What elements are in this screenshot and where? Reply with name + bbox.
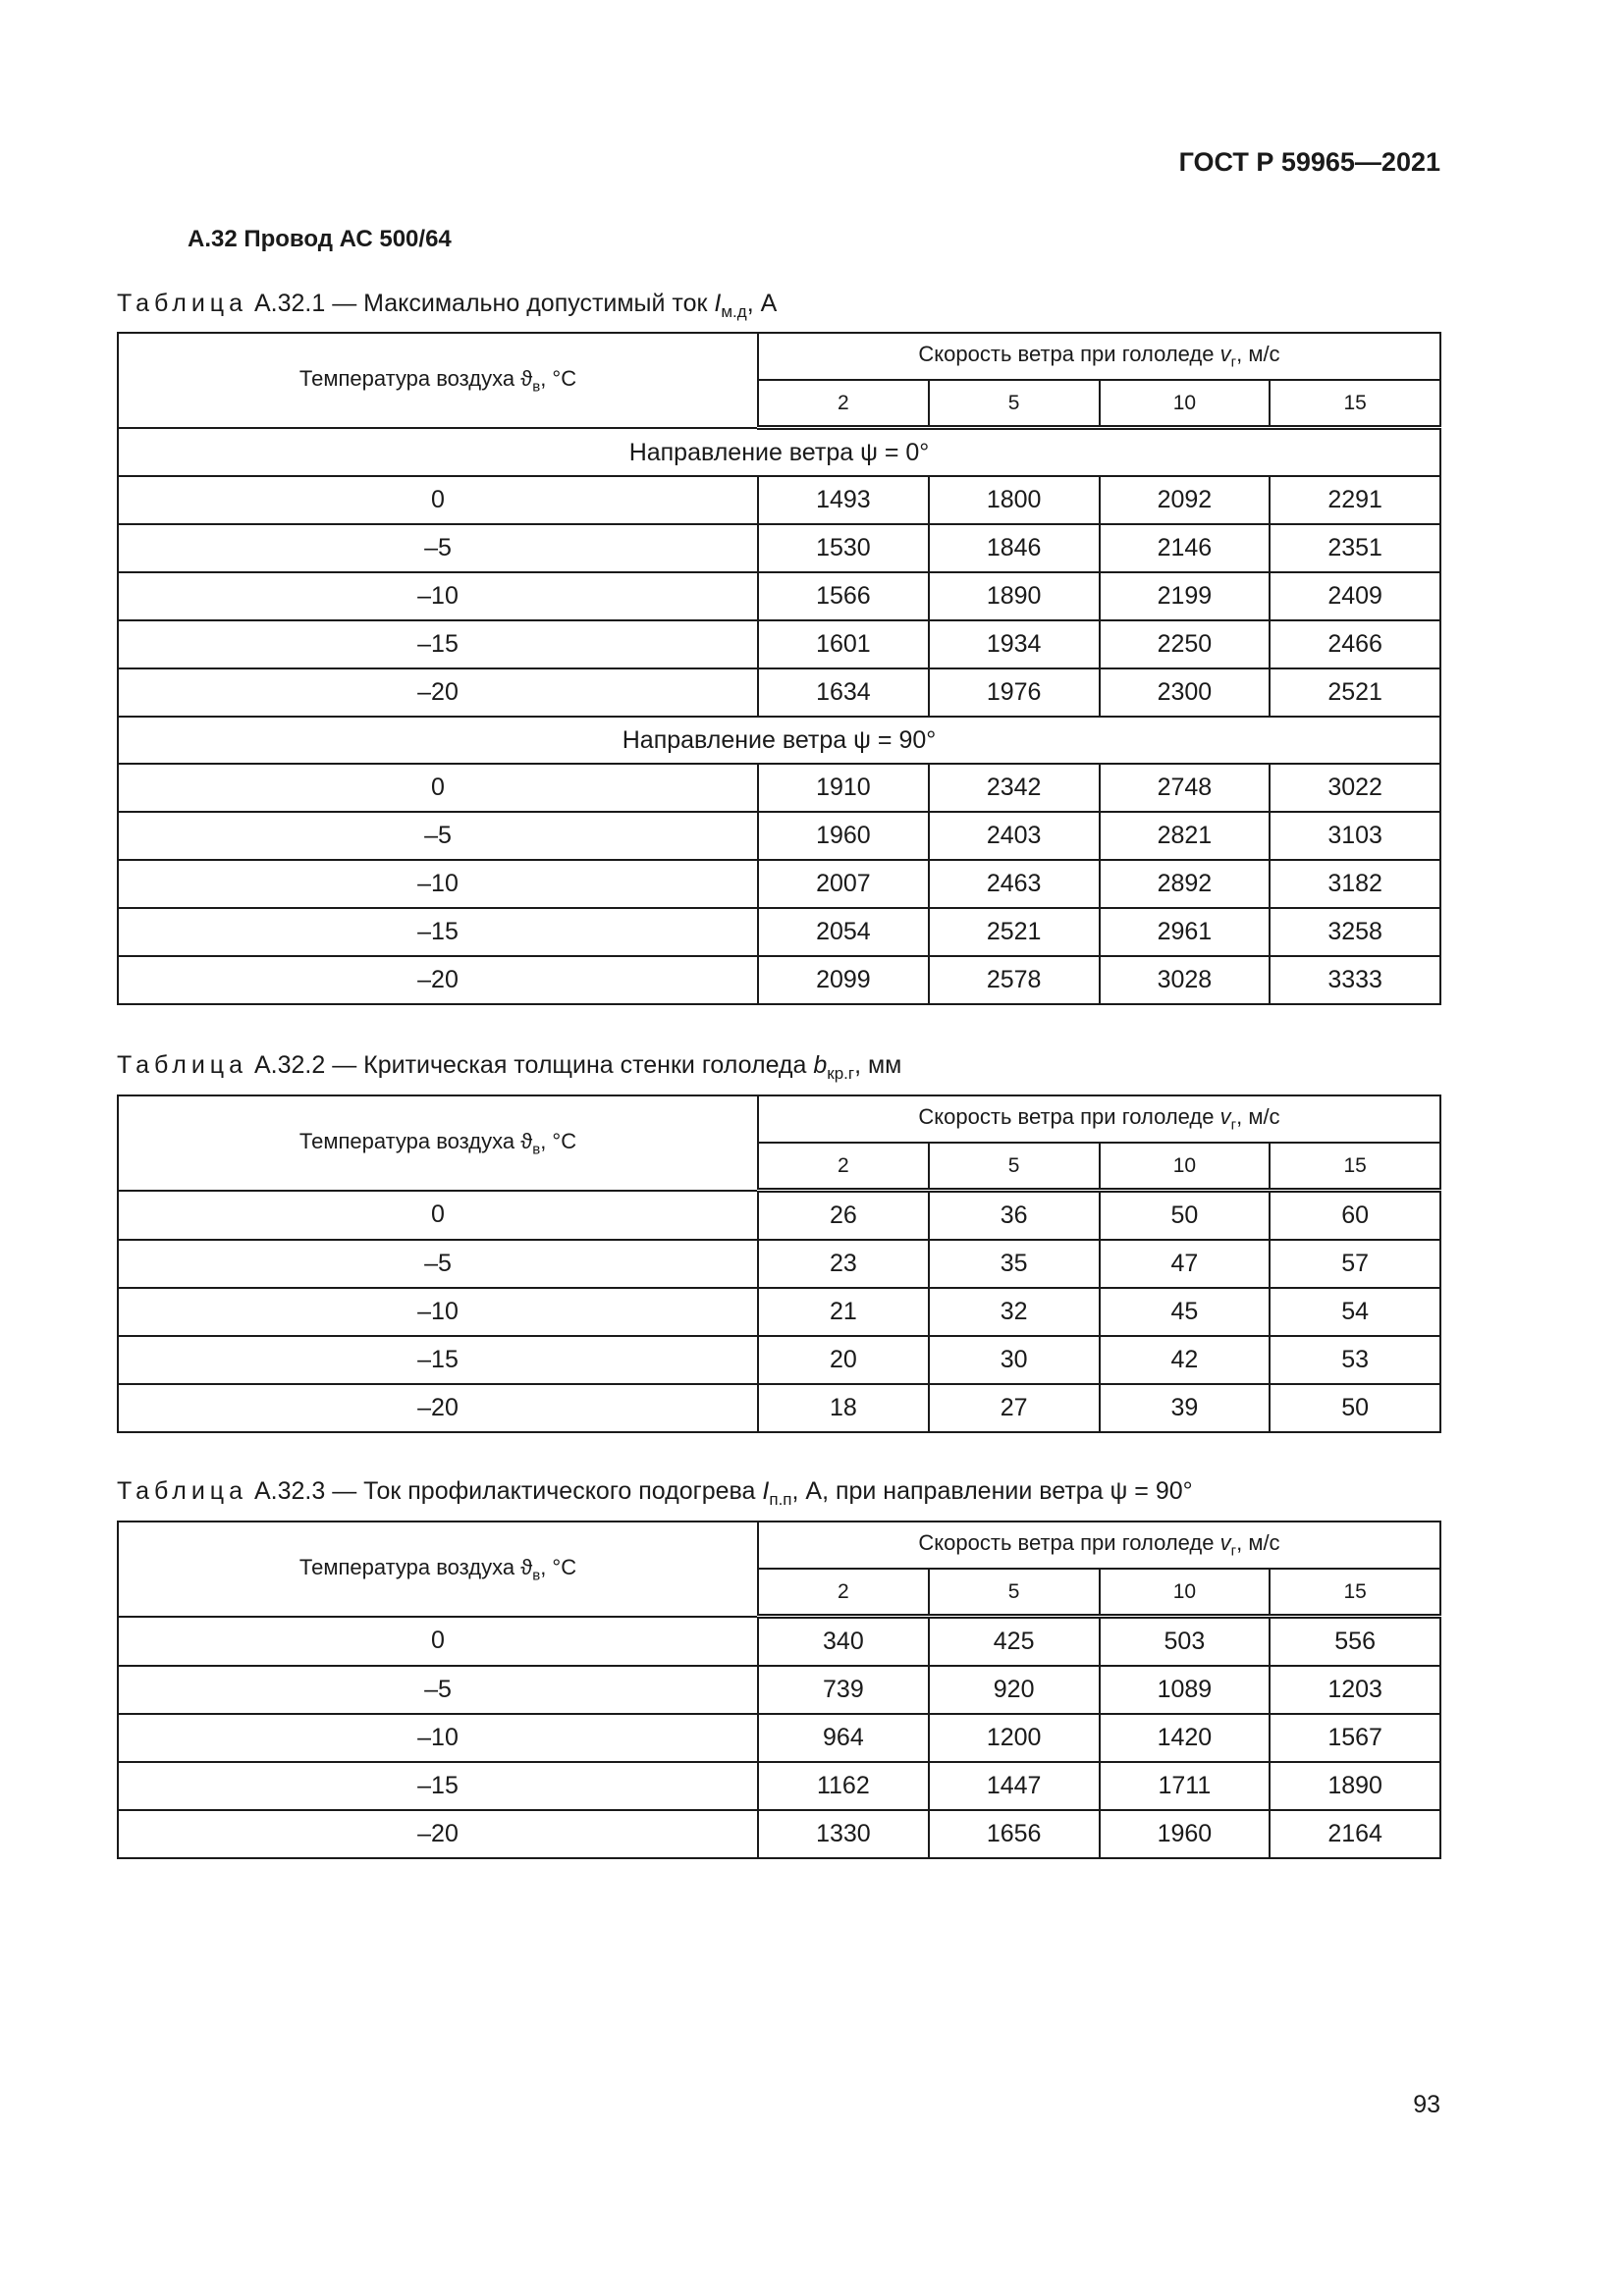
table3 — [117, 1521, 1441, 1859]
caption-variable: I — [762, 1477, 770, 1505]
value-cell: 340 — [758, 1617, 929, 1667]
value-cell: 2099 — [758, 956, 929, 1004]
value-cell: 2146 — [1100, 524, 1271, 572]
value-cell: 45 — [1100, 1288, 1271, 1336]
temperature-label: Температура воздуха ϑ — [298, 1128, 533, 1153]
value-cell: 50 — [1270, 1384, 1440, 1432]
wind-speed-subscript: г — [1230, 353, 1237, 371]
speed-header-cell: 5 — [929, 1569, 1100, 1617]
value-cell: 2164 — [1270, 1810, 1440, 1858]
value-cell: 1089 — [1100, 1666, 1271, 1714]
temperature-cell: –5 — [118, 1240, 758, 1288]
value-cell: 3258 — [1270, 908, 1440, 956]
temperature-cell: –10 — [118, 572, 758, 620]
value-cell: 3333 — [1270, 956, 1440, 1004]
table2-caption — [117, 1051, 901, 1084]
page-number: 93 — [1413, 2091, 1440, 2118]
wind-speed-label: Скорость ветра при гололеде — [918, 342, 1220, 367]
temperature-column-header — [118, 333, 758, 428]
value-cell: 1976 — [929, 668, 1100, 717]
temperature-cell: –15 — [118, 908, 758, 956]
value-cell: 2748 — [1100, 764, 1271, 812]
temperature-cell: –5 — [118, 524, 758, 572]
value-cell: 32 — [929, 1288, 1100, 1336]
value-cell: 30 — [929, 1336, 1100, 1384]
temperature-column-header — [118, 1095, 758, 1191]
value-cell: 739 — [758, 1666, 929, 1714]
caption-text: А.32.1 — Максимально допустимый ток — [253, 290, 715, 317]
table-row — [118, 668, 1440, 717]
table-row — [118, 620, 1440, 668]
value-cell: 1960 — [758, 812, 929, 860]
value-cell: 1162 — [758, 1762, 929, 1810]
temperature-cell: 0 — [118, 1191, 758, 1241]
wind-speed-label: Скорость ветра при гололеде — [918, 1104, 1220, 1130]
table2 — [117, 1095, 1441, 1433]
value-cell: 1910 — [758, 764, 929, 812]
caption-end: , А, при направлении ветра ψ = 90° — [791, 1477, 1193, 1505]
value-cell: 1800 — [929, 476, 1100, 524]
caption-text: А.32.2 — Критическая толщина стенки гололеда — [253, 1051, 814, 1079]
table3-caption — [117, 1477, 1193, 1510]
value-cell: 1203 — [1270, 1666, 1440, 1714]
temperature-label-unit: , °С — [540, 1554, 577, 1579]
temperature-label: Температура воздуха ϑ — [298, 1554, 533, 1579]
table-row — [118, 524, 1440, 572]
wind-direction-label: Направление ветра ψ = 90° — [118, 717, 1440, 764]
temperature-cell: 0 — [118, 476, 758, 524]
wind-speed-variable: v — [1219, 1530, 1231, 1556]
value-cell: 2342 — [929, 764, 1100, 812]
caption-subscript: п.п — [769, 1490, 792, 1509]
value-cell: 2054 — [758, 908, 929, 956]
value-cell: 1634 — [758, 668, 929, 717]
temperature-label-subscript: в — [532, 1566, 541, 1583]
document-code: ГОСТ Р 59965—2021 — [1178, 147, 1440, 177]
table1-caption — [117, 290, 777, 322]
temperature-cell: 0 — [118, 764, 758, 812]
value-cell: 3182 — [1270, 860, 1440, 908]
caption-subscript: кр.г — [827, 1064, 855, 1083]
value-cell: 2521 — [929, 908, 1100, 956]
value-cell: 2521 — [1270, 668, 1440, 717]
value-cell: 47 — [1100, 1240, 1271, 1288]
table-row — [118, 572, 1440, 620]
caption-word: Таблица — [117, 1477, 248, 1505]
table-row — [118, 1288, 1440, 1336]
temperature-cell: –20 — [118, 1810, 758, 1858]
value-cell: 23 — [758, 1240, 929, 1288]
speed-header-cell: 2 — [758, 380, 929, 428]
value-cell: 1890 — [929, 572, 1100, 620]
value-cell: 1601 — [758, 620, 929, 668]
value-cell: 26 — [758, 1191, 929, 1241]
temperature-label-subscript: в — [532, 377, 541, 395]
temperature-cell: –15 — [118, 1762, 758, 1810]
value-cell: 53 — [1270, 1336, 1440, 1384]
value-cell: 2578 — [929, 956, 1100, 1004]
caption-end: , мм — [854, 1051, 902, 1079]
table-row — [118, 860, 1440, 908]
wind-speed-column-header — [758, 1522, 1440, 1569]
speed-header-cell: 2 — [758, 1143, 929, 1191]
speed-header-cell: 5 — [929, 380, 1100, 428]
value-cell: 2199 — [1100, 572, 1271, 620]
temperature-cell: –20 — [118, 668, 758, 717]
table-row — [118, 1617, 1440, 1667]
value-cell: 39 — [1100, 1384, 1271, 1432]
value-cell: 50 — [1100, 1191, 1271, 1241]
value-cell: 1567 — [1270, 1714, 1440, 1762]
value-cell: 1420 — [1100, 1714, 1271, 1762]
temperature-label-subscript: в — [532, 1140, 541, 1157]
value-cell: 18 — [758, 1384, 929, 1432]
value-cell: 2892 — [1100, 860, 1271, 908]
temperature-cell: –5 — [118, 812, 758, 860]
value-cell: 54 — [1270, 1288, 1440, 1336]
table-row — [118, 1191, 1440, 1241]
value-cell: 556 — [1270, 1617, 1440, 1667]
temperature-cell: –10 — [118, 1288, 758, 1336]
wind-speed-subscript: г — [1230, 1116, 1237, 1134]
wind-speed-column-header — [758, 1095, 1440, 1143]
value-cell: 1846 — [929, 524, 1100, 572]
caption-word: Таблица — [117, 1051, 248, 1079]
speed-header-cell: 15 — [1270, 1143, 1440, 1191]
temperature-column-header — [118, 1522, 758, 1617]
value-cell: 20 — [758, 1336, 929, 1384]
speed-header-cell: 5 — [929, 1143, 1100, 1191]
value-cell: 964 — [758, 1714, 929, 1762]
value-cell: 2092 — [1100, 476, 1271, 524]
value-cell: 1566 — [758, 572, 929, 620]
value-cell: 2463 — [929, 860, 1100, 908]
value-cell: 2250 — [1100, 620, 1271, 668]
table-row — [118, 1714, 1440, 1762]
speed-header-cell: 15 — [1270, 380, 1440, 428]
value-cell: 1960 — [1100, 1810, 1271, 1858]
wind-speed-column-header — [758, 333, 1440, 380]
wind-speed-unit: , м/с — [1236, 342, 1280, 367]
temperature-label: Температура воздуха ϑ — [298, 365, 533, 391]
table-row — [118, 1336, 1440, 1384]
value-cell: 60 — [1270, 1191, 1440, 1241]
table-row — [118, 1240, 1440, 1288]
caption-subscript: м.д — [721, 302, 747, 321]
value-cell: 2007 — [758, 860, 929, 908]
caption-end: , А — [746, 290, 778, 317]
value-cell: 35 — [929, 1240, 1100, 1288]
value-cell: 3028 — [1100, 956, 1271, 1004]
value-cell: 2403 — [929, 812, 1100, 860]
value-cell: 1493 — [758, 476, 929, 524]
value-cell: 1330 — [758, 1810, 929, 1858]
temperature-cell: –15 — [118, 620, 758, 668]
temperature-cell: 0 — [118, 1617, 758, 1667]
value-cell: 2466 — [1270, 620, 1440, 668]
value-cell: 2300 — [1100, 668, 1271, 717]
header-row-top — [118, 1522, 1440, 1569]
speed-header-cell: 10 — [1100, 380, 1271, 428]
temperature-cell: –20 — [118, 956, 758, 1004]
value-cell: 1200 — [929, 1714, 1100, 1762]
temperature-cell: –15 — [118, 1336, 758, 1384]
value-cell: 2351 — [1270, 524, 1440, 572]
group-row — [118, 428, 1440, 477]
table-row — [118, 812, 1440, 860]
caption-word: Таблица — [117, 290, 248, 317]
value-cell: 3022 — [1270, 764, 1440, 812]
value-cell: 2409 — [1270, 572, 1440, 620]
table1 — [117, 332, 1441, 1005]
speed-header-cell: 2 — [758, 1569, 929, 1617]
header-row-top — [118, 333, 1440, 380]
value-cell: 920 — [929, 1666, 1100, 1714]
value-cell: 1656 — [929, 1810, 1100, 1858]
caption-text: А.32.3 — Ток профилактического подогрева — [253, 1477, 763, 1505]
value-cell: 2821 — [1100, 812, 1271, 860]
wind-speed-unit: , м/с — [1236, 1530, 1280, 1556]
temperature-label-unit: , °С — [540, 1128, 577, 1153]
speed-header-cell: 15 — [1270, 1569, 1440, 1617]
value-cell: 1711 — [1100, 1762, 1271, 1810]
value-cell: 1890 — [1270, 1762, 1440, 1810]
temperature-cell: –10 — [118, 860, 758, 908]
value-cell: 3103 — [1270, 812, 1440, 860]
wind-speed-subscript: г — [1230, 1542, 1237, 1560]
wind-speed-variable: v — [1219, 1104, 1231, 1130]
value-cell: 2291 — [1270, 476, 1440, 524]
table-row — [118, 956, 1440, 1004]
temperature-cell: –5 — [118, 1666, 758, 1714]
value-cell: 503 — [1100, 1617, 1271, 1667]
section-title: А.32 Провод АС 500/64 — [188, 226, 452, 252]
caption-variable: I — [714, 290, 722, 317]
value-cell: 21 — [758, 1288, 929, 1336]
wind-direction-label: Направление ветра ψ = 0° — [118, 428, 1440, 477]
table-row — [118, 1666, 1440, 1714]
value-cell: 2961 — [1100, 908, 1271, 956]
caption-variable: b — [813, 1051, 828, 1079]
table-row — [118, 764, 1440, 812]
temperature-cell: –10 — [118, 1714, 758, 1762]
value-cell: 1447 — [929, 1762, 1100, 1810]
table-row — [118, 1384, 1440, 1432]
group-row — [118, 717, 1440, 764]
value-cell: 1530 — [758, 524, 929, 572]
value-cell: 42 — [1100, 1336, 1271, 1384]
wind-speed-variable: v — [1219, 342, 1231, 367]
wind-speed-label: Скорость ветра при гололеде — [918, 1530, 1220, 1556]
temperature-cell: –20 — [118, 1384, 758, 1432]
value-cell: 27 — [929, 1384, 1100, 1432]
table-row — [118, 476, 1440, 524]
table-row — [118, 1762, 1440, 1810]
value-cell: 57 — [1270, 1240, 1440, 1288]
wind-speed-unit: , м/с — [1236, 1104, 1280, 1130]
table-row — [118, 908, 1440, 956]
speed-header-cell: 10 — [1100, 1143, 1271, 1191]
value-cell: 425 — [929, 1617, 1100, 1667]
table-row — [118, 1810, 1440, 1858]
speed-header-cell: 10 — [1100, 1569, 1271, 1617]
value-cell: 36 — [929, 1191, 1100, 1241]
header-row-top — [118, 1095, 1440, 1143]
temperature-label-unit: , °С — [540, 365, 577, 391]
value-cell: 1934 — [929, 620, 1100, 668]
